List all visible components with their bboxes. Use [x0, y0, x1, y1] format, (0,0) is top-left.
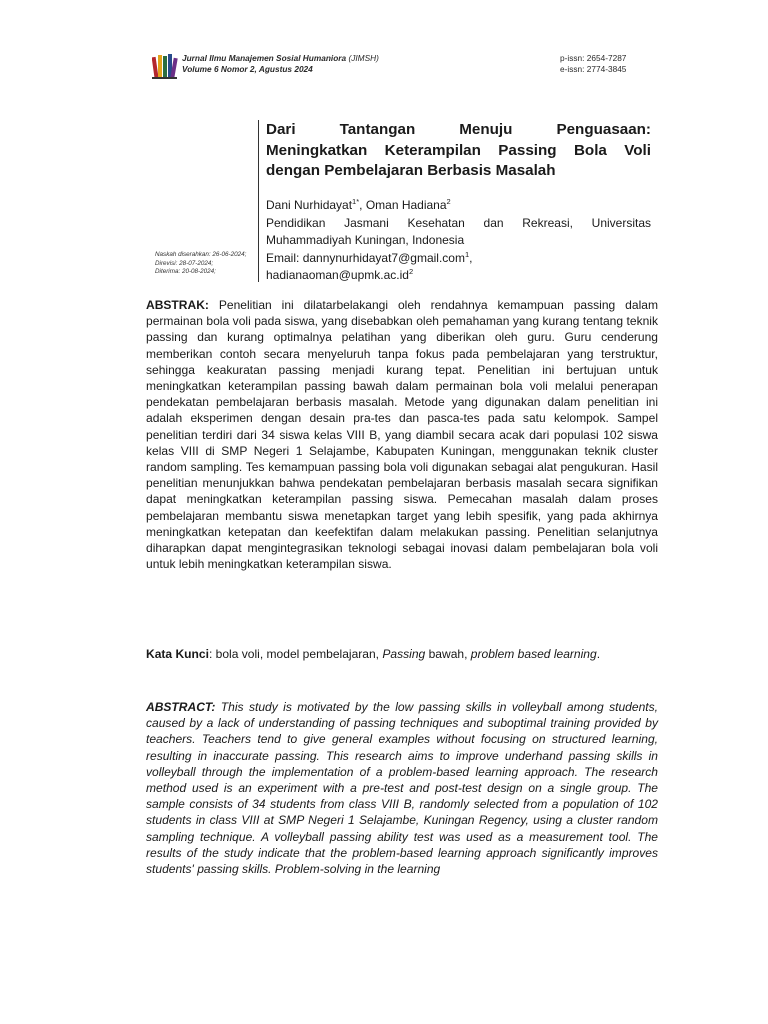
author-block [266, 197, 651, 285]
abstract-indonesian [146, 297, 658, 572]
author-1: Dani Nurhidayat [266, 198, 353, 212]
email-1-comma: , [469, 250, 473, 265]
author-2: Oman Hadiana [365, 198, 447, 212]
journal-volume: Volume 6 Nomor 2, Agustus 2024 [182, 64, 313, 74]
abstract-english [146, 699, 658, 877]
title-line-2: Meningkatkan Keterampilan Passing Bola Voli [266, 141, 651, 159]
email-1-affil: 1 [464, 249, 470, 259]
author-separator: , [359, 198, 366, 212]
author-names [266, 197, 651, 215]
journal-header [182, 53, 379, 75]
affiliation-line-1: Pendidikan Jasmani Kesehatan dan Rekreasi, Universitas [266, 215, 651, 230]
email-1[interactable]: dannynurhidayat7@gmail.com [302, 250, 465, 265]
journal-logo-books-icon [152, 52, 178, 80]
date-revised: Direvisi: 28-07-2024; [155, 259, 214, 267]
journal-title-line [182, 53, 379, 64]
date-submitted: Naskah diserahkan: 26-06-2024; [155, 251, 247, 258]
keywords [146, 646, 658, 662]
email-line-1 [266, 250, 651, 268]
keyword-pbl: problem based learning [470, 647, 597, 661]
journal-abbreviation: (JIMSH) [348, 53, 379, 63]
email-label: Email: [266, 250, 303, 265]
author-2-affil: 2 [446, 197, 451, 206]
email-2[interactable]: hadianaoman@upmk.ac.id [266, 268, 409, 282]
p-issn: p-issn: 2654-7287 [560, 53, 627, 63]
keywords-part-2: bawah, [425, 647, 471, 661]
article-dates [155, 251, 259, 277]
email-line-2 [266, 267, 651, 285]
keywords-part-1: : bola voli, model pembelajaran, [208, 647, 383, 661]
email-2-affil: 2 [408, 267, 414, 276]
e-issn: e-issn: 2774-3845 [560, 64, 627, 74]
issn-block [560, 53, 652, 75]
title-line-3: dengan Pembelajaran Berbasis Masalah [266, 162, 556, 179]
abstrak-label: ABSTRAK: [146, 298, 209, 312]
abstract-label: ABSTRACT: [146, 700, 216, 714]
abstract-text: This study is motivated by the low passing skills in volleyball among students, caused by a lack of understanding of passing techniques and suboptimal training provided by teachers. Teachers tend to give general examples without focusing on structured learning, resulting in inaccurate passing. This research aims to improve underhand passing skills in volleyball through the implementation of a problem-based learning approach. The research method used is an experiment with a pre-test and post-test design on a single group. The sample consists of 34 students from class VIII B, randomly selected from a population of 102 students in class VIII at SMP Negeri 1 Selajambe, Kuningan Regency, using a cluster random sampling technique. A volleyball passing ability test was used as a measurement tool. The results of the study indicate that the problem-based learning approach significantly improves students' passing skills. Problem-solving in the learning [146, 700, 658, 877]
keyword-passing: Passing [382, 647, 426, 661]
date-accepted: Diterima: 20-08-2024; [155, 268, 216, 276]
author-1-affil: 1* [352, 197, 360, 206]
keywords-label: Kata Kunci [146, 647, 209, 661]
title-line-1: Dari Tantangan Menuju Penguasaan: [266, 121, 651, 138]
journal-name: Jurnal Ilmu Manajemen Sosial Humaniora [182, 53, 347, 63]
abstrak-text: Penelitian ini dilatarbelakangi oleh rendahnya kemampuan passing dalam permainan bola voli pada siswa, yang disebabkan oleh pemahaman yang kurang tentang teknik passing dan kurang optimalnya pelatihan yang diberikan oleh guru. Guru cenderung memberikan contoh secara menyeluruh tanpa fokus pada pembelajaran yang terstruktur, sehingga keakuratan passing menjadi kurang tepat. Penelitian ini bertujuan untuk meningkatkan keterampilan passing bawah dalam permainan bola voli melalui penerapan pendekatan pembelajaran berbasis masalah. Metode yang digunakan dalam penelitian ini adalah eksperimen dengan desain pra-tes dan pasca-tes pada satu kelompok. Sampel penelitian terdiri dari 34 siswa kelas VIII B, yang diambil secara acak dari populasi 102 siswa kelas VIII di SMP Negeri 1 Selajambe, Kabupaten Kuningan, menggunakan teknik cluster random sampling. Tes kemampuan passing bola voli digunakan sebagai alat pengukuran. Hasil penelitian menunjukkan bahwa pendekatan pembelajaran berbasis masalah secara signifikan dapat meningkatkan keterampilan passing siswa. Pemecahan masalah dalam proses pembelajaran membantu siswa menetapkan target yang lebih spesifik, yang pada akhirnya meningkatkan ketepatan dan keefektifan dalam melakukan passing. Penelitian selanjutnya diharapkan dapat mengintegrasikan teknologi sebagai inovasi dalam pembelajaran bola voli untuk lebih meningkatkan keterampilan siswa. [146, 298, 658, 572]
affiliation-line-2: Muhammadiyah Kuningan, Indonesia [266, 233, 465, 247]
keywords-end: . [596, 647, 601, 661]
paper-title [266, 120, 651, 182]
